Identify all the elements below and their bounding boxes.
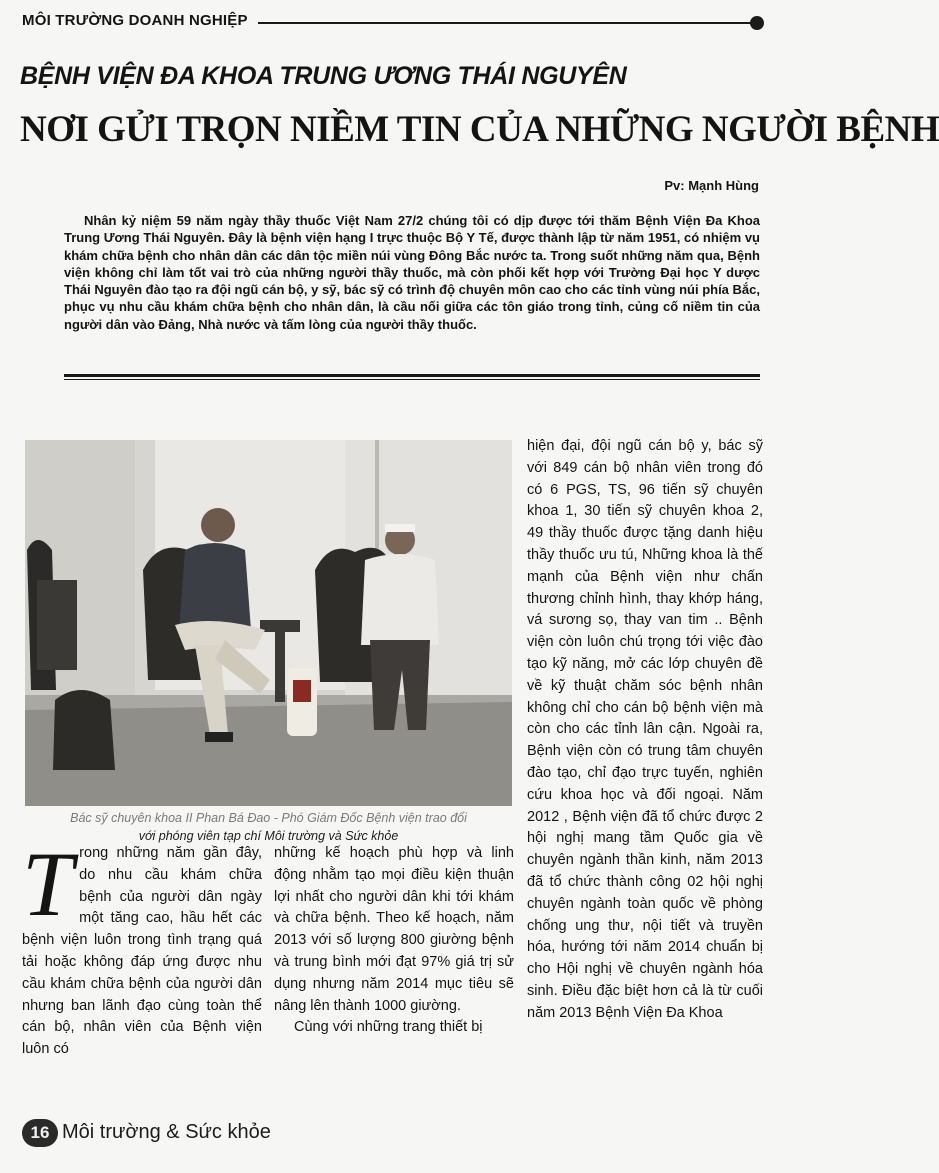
body-column-3: hiện đại, đội ngũ cán bộ y, bác sỹ với 849 cán bộ nhân viên trong đó có 6 PGS, TS, 96 tiến sỹ chuyên khoa 1, 30 tiến sỹ chuyên khoa 2, 49 thầy thuốc được tặng danh hiệu thầy thuốc ưu tú, Những khoa là thế mạnh của Bệnh viện như chấn thương chỉnh hình, thay khớp háng, vá sương sọ, thay van tim .. Bệnh viện còn luôn chú trọng tới việc đào tạo kỹ năng, mở các lớp chuyên đề về kỹ thuật chăm sóc bệnh nhân không chỉ cho cán bộ bệnh viện mà còn cho các tỉnh lân cận. Ngoài ra, Bệnh viện còn có trung tâm chuyên đào tạo, chỉ đạo trực tuyến, nghiên cứu khoa học và đối ngoại. Năm 2012 , Bệnh viện đã tổ chức được 2 hội nghị mang tầm Quốc gia về chuyên ngành thần kinh, năm 2013 đã tổ chức thành công 02 hội nghị chuyên ngành toàn quốc về phòng chống ung thư, nội tiết và truyền hóa, hướng tới năm 2014 chuẩn bị cho Hội nghị về chuyên ngành hóa sinh. Điều đặc biệt hơn cả là từ cuối năm 2013 Bệnh Viện Đa Khoa xyxy=(527,438,763,1021)
article-title: NƠI GỬI TRỌN NIỀM TIN CỦA NHỮNG NGƯỜI BỆNH xyxy=(20,109,939,150)
section-header xyxy=(22,10,762,34)
body-column-2 xyxy=(274,843,514,1039)
lead-rule-thin xyxy=(64,379,760,380)
lead-paragraph: Nhân kỷ niệm 59 năm ngày thầy thuốc Việt Nam 27/2 chúng tôi có dịp được tới thăm Bệnh Viện Đa Khoa Trung Ương Thái Nguyên. Đây là bệnh viện hạng I trực thuộc Bộ Y Tế, được thành lập từ năm 1951, có nhiệm vụ khám chữa bệnh cho nhân dân các dân tộc miền núi vùng Đông Bắc nước ta. Trong suốt những năm qua, Bệnh viện không chỉ làm tốt vai trò của những người thầy thuốc, mà còn phối kết hợp với Trường Đại học Y dược Thái Nguyên đào tạo ra đội ngũ cán bộ, y sỹ, bác sỹ có trình độ chuyên môn cao cho các tỉnh vùng núi phía Bắc, phục vụ nhu cầu khám chữa bệnh cho nhân dân, là cầu nối giữa các tôn giáo trong tỉnh, củng cố niềm tin của người dân vào Đảng, Nhà nước và tấm lòng của người thầy thuốc. xyxy=(64,213,760,332)
magazine-name: Môi trường & Sức khỏe xyxy=(62,1121,271,1143)
header-rule-dot xyxy=(750,16,764,30)
column-1-text: rong những năm gần đây, do nhu cầu khám chữa bệnh của người dân ngày một tăng cao, hầu hết các bệnh viện luôn trong tình trạng quá tải hoặc không đáp ứng được nhu cầu khám chữa bệnh của người dân nhưng ban lãnh đạo cùng toàn thể cán bộ, nhân viên của Bệnh viện luôn có xyxy=(22,845,262,1058)
photo-illustration xyxy=(25,440,512,806)
photo-caption xyxy=(25,809,512,845)
author-byline: Pv: Mạnh Hùng xyxy=(664,178,759,193)
header-rule xyxy=(258,22,752,24)
article-photo xyxy=(25,440,512,806)
page-number: 16 xyxy=(22,1119,58,1147)
column-2-paragraph-1: những kế hoạch phù hợp và linh động nhằm tạo mọi điều kiện thuận lợi nhất cho người dân khi tới khám và chữa bệnh. Theo kế hoạch, năm 2013 với số lượng 800 giường bệnh và trung bình mới đạt 97% giá trị sử dụng nhưng năm 2014 mục tiêu sẽ nâng lên thành 1000 giường. xyxy=(274,845,514,1014)
section-title: MÔI TRƯỜNG DOANH NGHIỆP xyxy=(22,12,248,29)
drop-cap: T xyxy=(22,833,74,935)
body-column-1 xyxy=(22,833,262,1061)
caption-line-2: với phóng viên tạp chí Môi trường và Sức khỏe xyxy=(138,829,399,843)
article-subtitle: BỆNH VIỆN ĐA KHOA TRUNG ƯƠNG THÁI NGUYÊN xyxy=(20,62,627,90)
lead-rule-thick xyxy=(64,374,760,377)
column-2-paragraph-2: Cùng với những trang thiết bị xyxy=(294,1019,483,1036)
caption-line-1: Bác sỹ chuyên khoa II Phan Bá Đao - Phó Giám Đốc Bệnh viện trao đổi xyxy=(70,811,467,825)
